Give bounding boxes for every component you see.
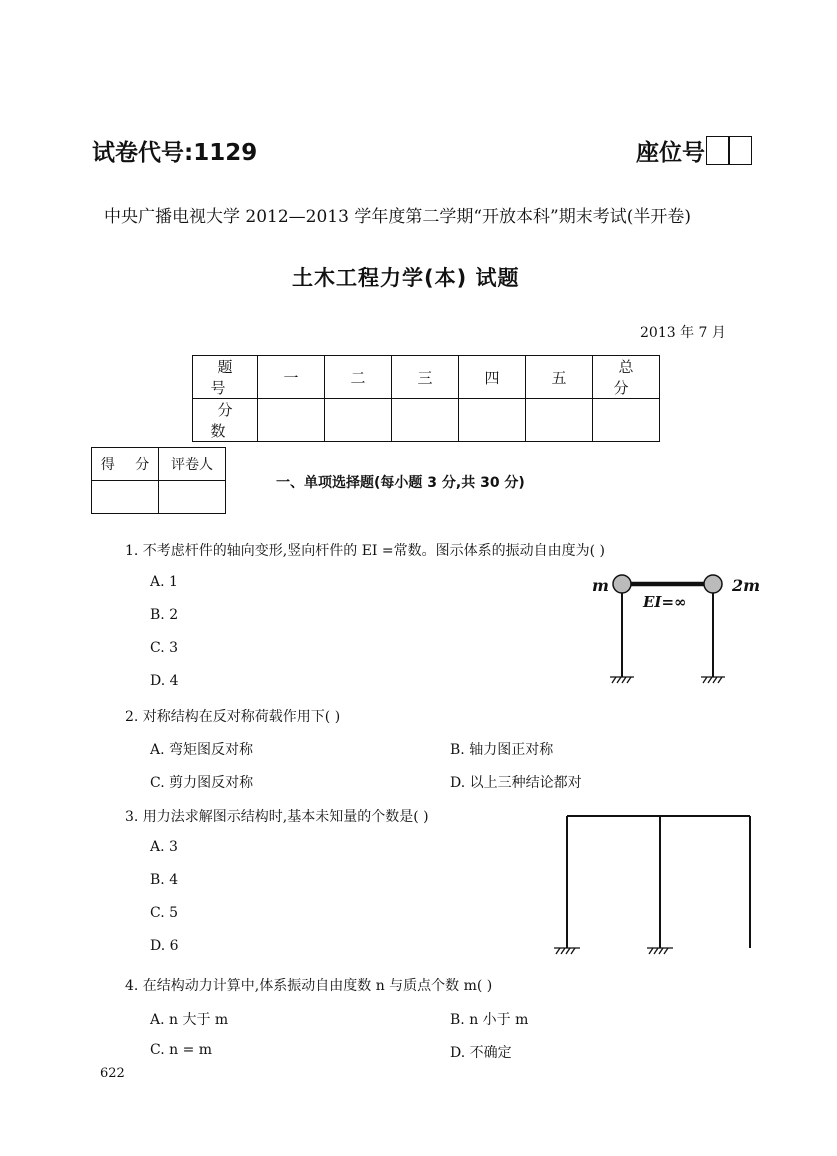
score-table-score-row xyxy=(193,399,660,442)
score-table-cell: 分 数 xyxy=(193,399,258,442)
score-input-cell[interactable] xyxy=(593,399,660,442)
question-1-option-d[interactable]: D. 4 xyxy=(150,673,179,689)
question-3-option-a[interactable]: A. 3 xyxy=(150,839,178,855)
grader-table xyxy=(91,447,226,514)
score-input-cell[interactable] xyxy=(392,399,459,442)
exam-subtitle: 中央广播电视大学 2012—2013 学年度第二学期“开放本科”期末考试(半开卷) xyxy=(104,207,691,227)
grader-name-cell[interactable] xyxy=(159,481,226,514)
figure-1-beam-label: EI=∞ xyxy=(643,593,687,611)
page-number: 622 xyxy=(100,1066,125,1081)
question-3-option-b[interactable]: B. 4 xyxy=(150,872,179,888)
score-table-cell: 三 xyxy=(392,356,459,399)
score-table-cell: 总 分 xyxy=(593,356,660,399)
score-table-cell: 二 xyxy=(325,356,392,399)
question-4-text: 4. 在结构动力计算中,体系振动自由度数 n 与质点个数 m( ) xyxy=(125,978,493,994)
question-1-option-c[interactable]: C. 3 xyxy=(150,640,179,656)
seat-number-boxes xyxy=(707,136,752,165)
question-2-option-d[interactable]: D. 以上三种结论都对 xyxy=(450,775,582,791)
figure-1-right-mass-label: 2m xyxy=(732,576,761,595)
score-table-cell: 四 xyxy=(459,356,526,399)
score-table-cell: 题 号 xyxy=(193,356,258,399)
question-3-text: 3. 用力法求解图示结构时,基本未知量的个数是( ) xyxy=(125,809,429,825)
figure-1-left-mass-label: m xyxy=(592,576,609,595)
exam-date: 2013 年 7 月 xyxy=(640,325,726,341)
seat-number-label: 座位号 xyxy=(636,140,705,166)
grader-table-score-label: 得 分 xyxy=(92,448,159,481)
grader-score-cell[interactable] xyxy=(92,481,159,514)
question-3-option-d[interactable]: D. 6 xyxy=(150,938,179,954)
question-2-option-b[interactable]: B. 轴力图正对称 xyxy=(450,742,554,758)
score-input-cell[interactable] xyxy=(258,399,325,442)
question-4-option-c[interactable]: C. n = m xyxy=(150,1042,213,1058)
seat-number xyxy=(636,134,752,167)
paper-code: 试卷代号:1129 xyxy=(92,140,258,166)
exam-title: 土木工程力学(本) 试题 xyxy=(292,266,520,290)
grader-table-grader-label: 评卷人 xyxy=(159,448,226,481)
question-4-option-b[interactable]: B. n 小于 m xyxy=(450,1012,529,1028)
question-2-text: 2. 对称结构在反对称荷载作用下( ) xyxy=(125,709,341,725)
figure-3-frame-diagram xyxy=(550,808,760,958)
figure-1-frame-diagram xyxy=(585,565,775,690)
score-input-cell[interactable] xyxy=(325,399,392,442)
question-1-option-b[interactable]: B. 2 xyxy=(150,607,179,623)
score-input-cell[interactable] xyxy=(459,399,526,442)
score-table xyxy=(192,355,660,442)
question-2-option-c[interactable]: C. 剪力图反对称 xyxy=(150,775,254,791)
question-4-option-a[interactable]: A. n 大于 m xyxy=(150,1012,229,1028)
question-4-option-d[interactable]: D. 不确定 xyxy=(450,1045,512,1061)
score-table-header-row xyxy=(193,356,660,399)
question-3-option-c[interactable]: C. 5 xyxy=(150,905,179,921)
question-1-text: 1. 不考虑杆件的轴向变形,竖向杆件的 EI =常数。图示体系的振动自由度为( ) xyxy=(125,543,606,559)
score-table-cell: 一 xyxy=(258,356,325,399)
question-2-option-a[interactable]: A. 弯矩图反对称 xyxy=(150,742,254,758)
score-table-cell: 五 xyxy=(526,356,593,399)
section-1-title: 一、单项选择题(每小题 3 分,共 30 分) xyxy=(276,475,525,491)
score-input-cell[interactable] xyxy=(526,399,593,442)
question-1-option-a[interactable]: A. 1 xyxy=(150,574,178,590)
